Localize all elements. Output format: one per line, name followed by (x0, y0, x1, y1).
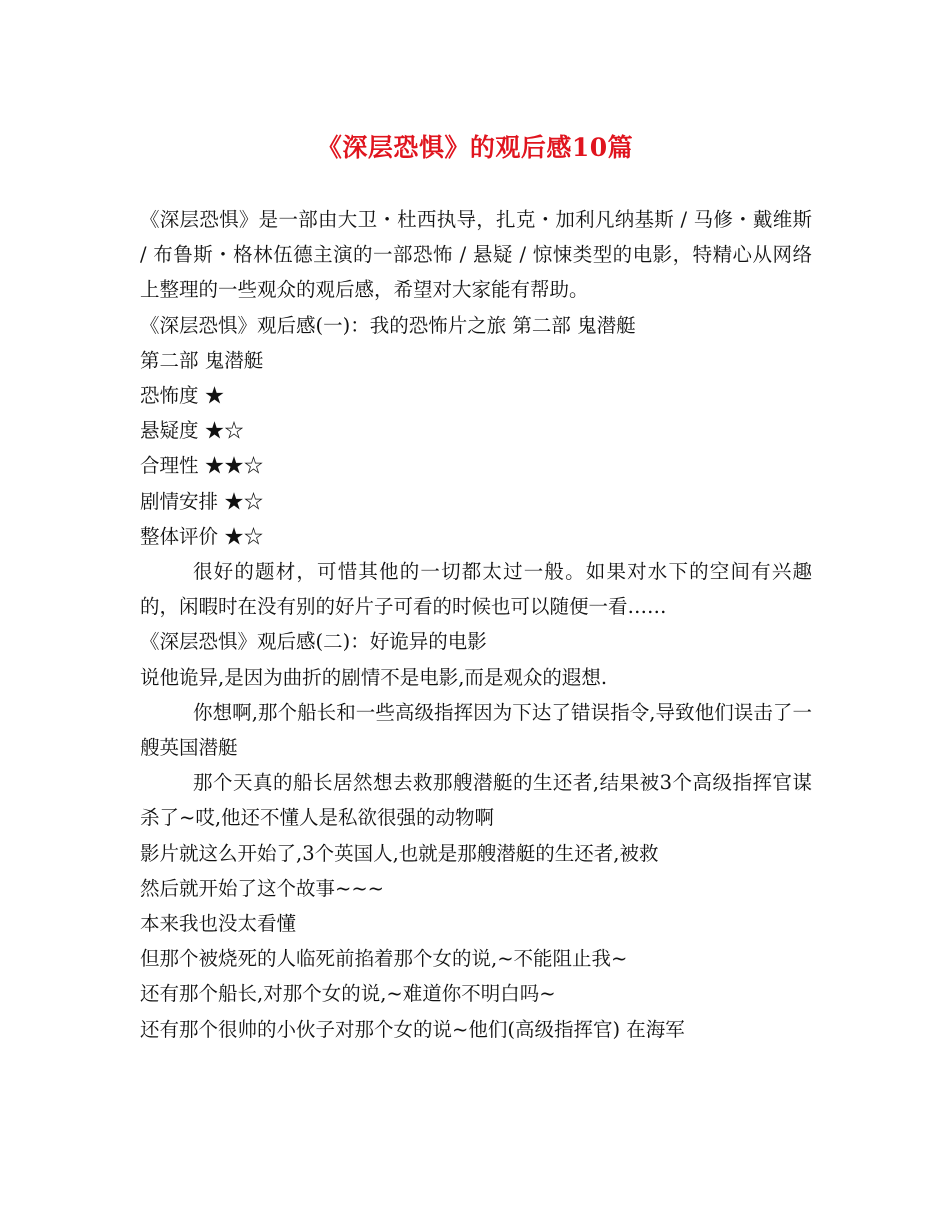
review-2-line: 本来我也没太看懂 (140, 912, 297, 936)
rating-row (140, 413, 812, 448)
review-1-comment: 很好的题材，可惜其他的一切都太过一般。如果对水下的空间有兴趣的，闲暇时在没有别的好片子可看的时候也可以随便一看…… (140, 560, 812, 619)
rating-label: 剧情安排 (140, 489, 219, 513)
document-title: 《深层恐惧》的观后感10篇 (316, 133, 634, 162)
rating-row (140, 448, 812, 483)
intro-paragraph: 《深层恐惧》是一部由大卫・杜西执导，扎克・加利凡纳基斯 / 马修・戴维斯 / 布鲁斯・格林伍德主演的一部恐怖 / 悬疑 / 惊悚类型的电影，特精心从网络上整理的一些观众的观后感，希望对大家能有帮助。 (140, 208, 812, 302)
rating-stars: ★ (204, 384, 225, 408)
review-2-line: 还有那个船长,对那个女的说,~难道你不明白吗~ (140, 982, 556, 1006)
rating-row (140, 378, 812, 413)
rating-label: 恐怖度 (140, 384, 199, 408)
rating-label: 合理性 (140, 454, 199, 478)
rating-stars: ★☆ (224, 524, 264, 548)
review-2-paragraph: 那个天真的船长居然想去救那艘潜艇的生还者,结果被3个高级指挥官谋杀了~哎,他还不懂人是私欲很强的动物啊 (140, 771, 812, 830)
review-2-line: 但那个被烧死的人临死前掐着那个女的说,~不能阻止我~ (140, 947, 628, 971)
review-1-subheading: 第二部 鬼潜艇 (140, 348, 264, 372)
rating-label: 整体评价 (140, 524, 219, 548)
rating-stars: ★★☆ (204, 454, 264, 478)
rating-row (140, 519, 812, 554)
review-2-heading: 《深层恐惧》观后感(二)：好诡异的电影 (140, 630, 487, 654)
review-2-line: 还有那个很帅的小伙子对那个女的说~他们(高级指挥官) 在海军 (140, 1017, 685, 1041)
rating-stars: ★☆ (224, 489, 264, 513)
review-2-lead: 说他诡异,是因为曲折的剧情不是电影,而是观众的遐想. (140, 665, 608, 689)
document-body (140, 202, 812, 1047)
review-2-paragraph: 你想啊,那个船长和一些高级指挥因为下达了错误指令,导致他们误击了一艘英国潜艇 (140, 700, 812, 760)
review-2-line: 影片就这么开始了,3个英国人,也就是那艘潜艇的生还者,被救 (140, 841, 659, 865)
rating-label: 悬疑度 (140, 419, 199, 443)
rating-row (140, 484, 812, 519)
review-2-line: 然后就开始了这个故事~~~ (140, 876, 385, 900)
review-1-heading: 《深层恐惧》观后感(一)：我的恐怖片之旅 第二部 鬼潜艇 (140, 313, 636, 337)
rating-stars: ★☆ (204, 419, 244, 443)
